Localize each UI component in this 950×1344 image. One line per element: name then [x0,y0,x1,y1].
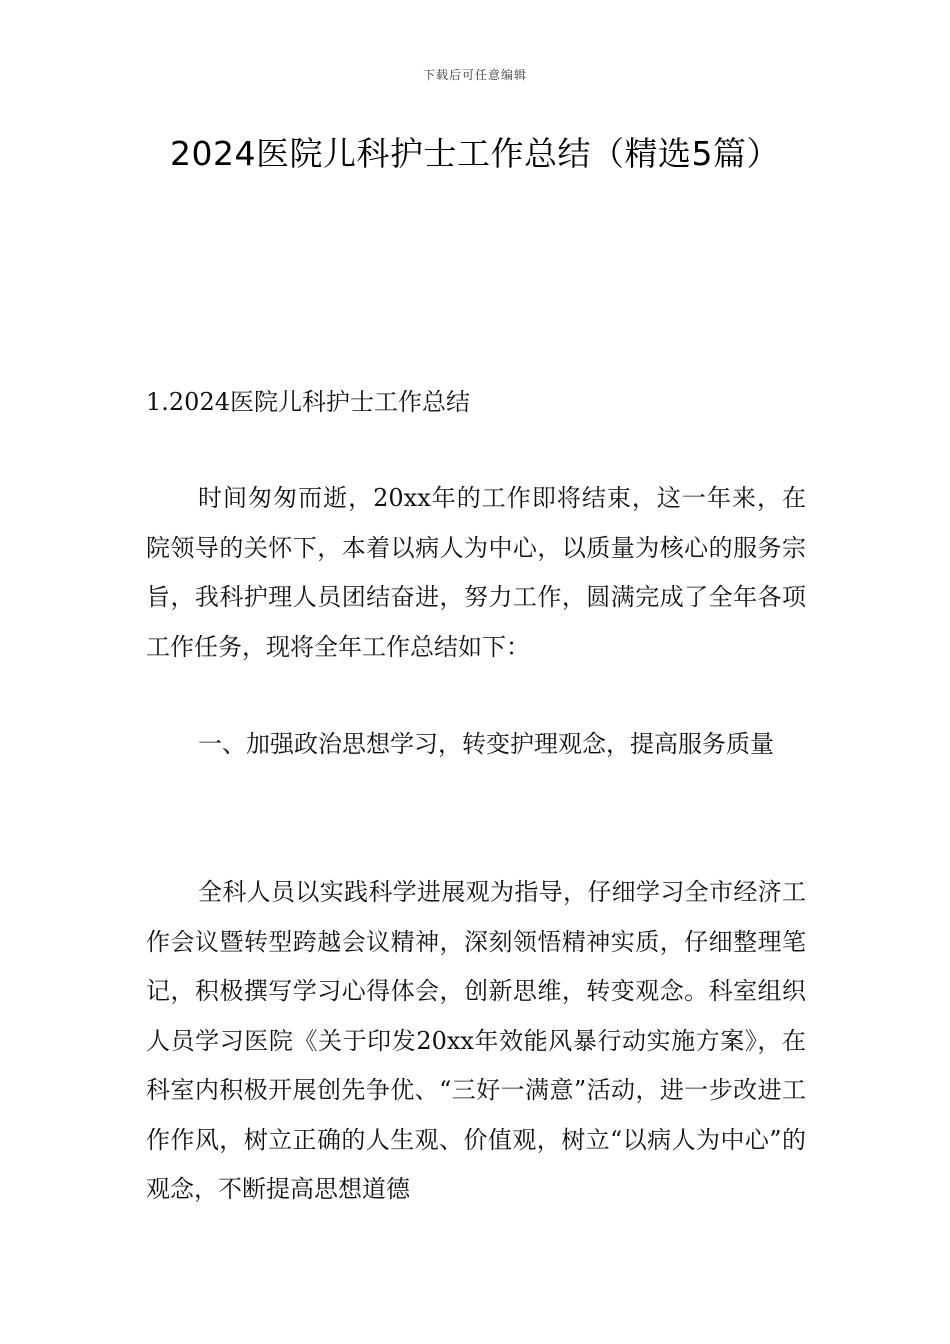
paragraph-subheading: 一、加强政治思想学习，转变护理观念，提高服务质量 [198,730,774,758]
section-heading: 1.2024医院儿科护士工作总结 [146,388,470,416]
paragraph-intro: 时间匆匆而逝，20xx年的工作即将结束，这一年来，在院领导的关怀下，本着以病人为中心，以质量为核心的服务宗旨，我科护理人员团结奋进，努力工作，圆满完成了全年各项工作任务，现将全年工作总结如下： [146,484,806,661]
paragraph-body: 全科人员以实践科学进展观为指导，仔细学习全市经济工作会议暨转型跨越会议精神，深刻领悟精神实质，仔细整理笔记，积极撰写学习心得体会，创新思维，转变观念。科室组织人员学习医院《关于印发20xx年效能风暴行动实施方案》，在科室内积极开展创先争优、“三好一满意”活动，进一步改进工作作风，树立正确的人生观、价值观，树立“以病人为中心”的观念，不断提高思想道德 [146,878,806,1203]
header-note: 下载后可任意编辑 [422,68,527,82]
document-title: 2024医院儿科护士工作总结（精选5篇） [170,134,780,173]
